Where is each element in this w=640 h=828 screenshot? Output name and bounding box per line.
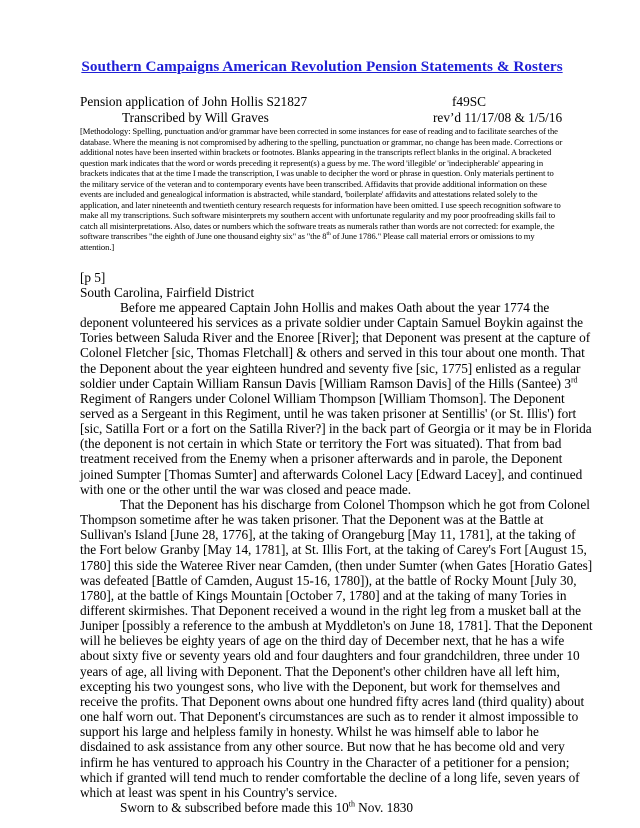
methodology-text: of June 1786." Please call material errors or omissions to my: [330, 231, 535, 242]
text-line: Thompson sometime after he was taken prisoner. That the Deponent was at the Battle at: [80, 512, 544, 528]
methodology-line: brackets indicates that at the time I made the transcription, I was unable to decipher the word or phrase in question. Only materials pertinent to: [80, 168, 554, 179]
superscript: th: [348, 799, 355, 809]
application-label: Pension application of John Hollis S21827: [80, 94, 308, 109]
location-heading: South Carolina, Fairfield District: [80, 284, 255, 300]
file-code: f49SC: [452, 94, 486, 109]
methodology-text: software transcribes "the eighth of June one thousand eighty six" as "the 8: [80, 231, 327, 242]
text-line: joined Sumpter [Thomas Sumter] and afterwards Colonel Lacy [Edward Lacey], and continued: [80, 466, 583, 482]
header-row-application: [80, 94, 564, 110]
text-line: 1780], at the battle of Kings Mountain [October 7, 1780] and at the taking of many Tories in: [80, 587, 567, 603]
text-line: That the Deponent has his discharge from Colonel Thompson which he got from Colonel: [120, 496, 590, 512]
methodology-line: make all my transcriptions. Such software misinterprets my southern accent with unfortunate regularity and my poor proofreading skills fail to: [80, 210, 556, 221]
superscript: th: [326, 231, 331, 238]
text-line: one half worn out. That Deponent's circumstances are such as to render it almost impossible to: [80, 709, 579, 725]
methodology-line: catch all misinterpretations. Also, dates or numbers which the software treats as numerals rather than words are not corrected: for example, the: [80, 220, 555, 231]
text-line: support his large and helpless family in honesty. Whilst he was himself able to labor he: [80, 724, 539, 740]
text-line: [sic, Satilla Fort or a fort on the Satilla River?] in the back part of Georgia or it may be in Florida: [80, 421, 592, 437]
text-line: the Fort below Granby [May 14, 1781], at St. Illis Fort, at the taking of Carey's Fort [August 15,: [80, 542, 587, 558]
text-line: treatment received from the Enemy when a prisoner afterwards and in parole, the Deponent: [80, 451, 563, 467]
text-line: receive the profits. That Deponent owns about one hundred fifty acres land (third quality) about: [80, 693, 585, 709]
revision-date: rev’d 11/17/08 & 1/5/16: [433, 109, 563, 125]
text-line: about sixty five or seventy years old and four daughters and four grandchildren, three under 10: [80, 648, 580, 664]
methodology-line: [80, 231, 564, 242]
text-line: Juniper [possibly a reference to the ambush at Myddleton's on June 18, 1781]. That the Deponent: [80, 618, 593, 634]
text-line: Colonel Fletcher [sic, Thomas Fletchall] & others and served in this tour about one month. That: [80, 345, 585, 361]
methodology-line: question mark indicates that the word or words preceding it represent(s) a guess by me. The word 'illegible' or 'indecipherable' appearing in: [80, 157, 544, 168]
page-marker: [p 5]: [80, 269, 106, 285]
transcript-body: [80, 269, 593, 816]
text-line: which at least was spent in his Country's service.: [80, 784, 338, 800]
methodology-line: additional notes have been inserted within brackets or footnotes. Blanks appearing in the transcripts reflect blanks in the original. A bracketed: [80, 147, 552, 158]
text-line: which if granted will tend much to render comfortable the decline of a long life, seven years of: [80, 769, 580, 785]
text-line: will he believes be eighty years of age on the third day of December next, that he has a wife: [80, 633, 565, 649]
text-line: Before me appeared Captain John Hollis and makes Oath about the year 1774 the: [120, 299, 550, 315]
paragraph-2: [80, 496, 593, 800]
page-title[interactable]: Southern Campaigns American Revolution Pension Statements & Rosters: [81, 58, 563, 75]
text-line: Sullivan's Island [June 28, 1776], at the taking of Orangeburg [May 11, 1781], at the taking of: [80, 527, 576, 543]
methodology-line: the military service of the veteran and to contemporary events have been transcribed. Affidavits that provide additional information on these: [80, 178, 547, 189]
text-line: (the deponent is not certain in which State or territory the Fort was situated). That from bad: [80, 436, 562, 452]
methodology-line: [Methodology: Spelling, punctuation and/or grammar have been corrected in some instances for ease of reading and to facilitate searches of the: [80, 126, 558, 136]
text-line: infirm he has ventured to approach his Country in the Character of a petitioner for a pension;: [80, 754, 570, 770]
methodology-note: [80, 126, 564, 253]
paragraph-1: [80, 299, 592, 497]
text-line: with one or the other until the war was closed and peace made.: [80, 481, 412, 497]
methodology-line: application, and later nineteenth and twentieth century research requests for information have been omitted. I use speech recognition software to: [80, 199, 561, 210]
text-line: served as a Sergeant in this Regiment, until he was taken prisoner at Sentillis' (or St. Illis') fort: [80, 405, 577, 421]
text-line: excepting his two youngest sons, who live with the Deponent, but work for themselves and: [80, 678, 561, 694]
text-line: the Deponent about the year eighteen hundred and seventy five [sic, 1775] enlisted as a regular: [80, 360, 581, 376]
text-line: [80, 375, 578, 391]
superscript: rd: [570, 375, 578, 385]
text-line: different skirmishes. That Deponent received a wound in the right leg from a musket ball at the: [80, 603, 582, 618]
text-line: deponent volunteered his services as a private soldier under Captain Samuel Boykin against the: [80, 315, 584, 331]
text: Nov. 1830: [354, 800, 413, 816]
text: Sworn to & subscribed before made this 10: [120, 800, 349, 816]
methodology-line: events are included and genealogical information is abstracted, while standard, 'boilerplate' affidavits and attestations related solely to the: [80, 189, 538, 200]
text: soldier under Captain William Ransun Davis [William Ramson Davis] of the Hills (Santee) 3: [80, 375, 571, 391]
methodology-line: attention.]: [80, 242, 115, 253]
text-line: years of age, all living with Deponent. That the Deponent's other children have all left him,: [80, 663, 560, 679]
document-page: [80, 58, 593, 816]
text-line: Tories between Saluda River and the Enoree [River]; that Deponent was present at the capture of: [80, 330, 591, 346]
methodology-line: database. Where the meaning is not compromised by adhering to the spelling, punctuation or grammar, no change has been made. Corrections or: [80, 136, 563, 147]
sworn-statement: [80, 800, 564, 815]
header-row-transcriber: [80, 110, 564, 126]
text-line: Regiment of Rangers under Colonel William Thompson [William Thomson]. The Deponent: [80, 390, 565, 406]
text-line: was defeated [Battle of Camden, August 15-16, 1780]), at the battle of Rocky Mount [July 30,: [80, 572, 577, 588]
text-line: disdained to ask assistance from any other source. But now that he has become old and very: [80, 739, 565, 755]
text-line: 1780] this side the Wateree River near Camden, (then under Sumter (when Gates [Horatio Gates]: [80, 557, 593, 573]
transcriber-label: Transcribed by Will Graves: [122, 109, 269, 125]
